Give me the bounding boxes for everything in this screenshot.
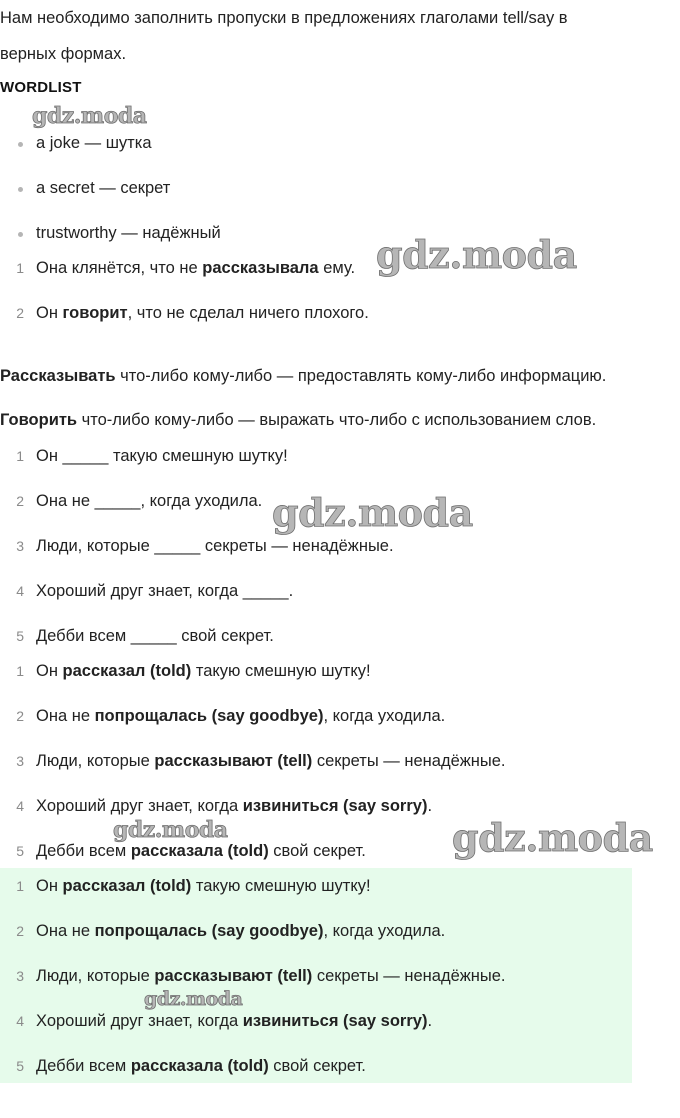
exercise-text: Люди, которые _____ секреты — ненадёжные.	[36, 536, 394, 555]
item-number: 5	[16, 1058, 24, 1074]
intro-line-1: Нам необходимо заполнить пропуски в предложениях глаголами tell/say в	[0, 9, 568, 27]
item-number: 3	[16, 538, 24, 554]
wordlist-text: a secret — секрет	[36, 178, 171, 197]
exercise-text: Она не _____, когда уходила.	[36, 491, 263, 510]
answer-item	[0, 795, 432, 817]
answer-highlighted-item	[0, 965, 506, 987]
item-number: 2	[16, 708, 24, 724]
wordlist-text: trustworthy — надёжный	[36, 223, 221, 242]
answer-item	[0, 705, 445, 727]
item-number: 3	[16, 968, 24, 984]
exercise-item	[0, 580, 293, 602]
exercise-item	[0, 535, 394, 557]
example-item	[0, 302, 369, 324]
watermark: gdz.moda	[32, 103, 147, 129]
wordlist-heading: WORDLIST	[0, 79, 82, 96]
example-text: Она клянётся, что не рассказывала ему.	[36, 258, 356, 277]
item-number: 2	[16, 923, 24, 939]
exercise-text: Дебби всем _____ свой секрет.	[36, 626, 274, 645]
answer-text: Он рассказал (told) такую смешную шутку!	[36, 876, 371, 895]
watermark: gdz.moda	[272, 490, 473, 535]
intro-line-2: верных формах.	[0, 45, 127, 63]
answer-text: Он рассказал (told) такую смешную шутку!	[36, 661, 371, 680]
item-number: 4	[16, 583, 24, 599]
example-text: Он говорит, что не сделал ничего плохого.	[36, 303, 369, 322]
answer-item	[0, 840, 366, 862]
example-item	[0, 257, 355, 279]
watermark: gdz.moda	[376, 232, 577, 277]
wordlist-item	[0, 222, 221, 244]
answer-text: Она не попрощалась (say goodbye), когда уходила.	[36, 921, 446, 940]
exercise-text: Он _____ такую смешную шутку!	[36, 446, 288, 465]
answer-text: Дебби всем рассказала (told) свой секрет.	[36, 841, 366, 860]
exercise-item	[0, 445, 288, 467]
exercise-item	[0, 625, 274, 647]
watermark: gdz.moda	[452, 815, 653, 860]
item-number: 1	[16, 878, 24, 894]
answer-text: Люди, которые рассказывают (tell) секреты — ненадёжные.	[36, 966, 506, 985]
item-number: 1	[16, 448, 24, 464]
answer-item	[0, 750, 506, 772]
item-number: 2	[16, 305, 24, 321]
item-number: 1	[16, 663, 24, 679]
exercise-text: Хороший друг знает, когда _____.	[36, 581, 294, 600]
item-number: 5	[16, 628, 24, 644]
bullet-icon	[0, 222, 36, 244]
item-number: 3	[16, 753, 24, 769]
answer-text: Дебби всем рассказала (told) свой секрет.	[36, 1056, 366, 1075]
watermark: gdz.moda	[144, 988, 243, 1010]
item-number: 4	[16, 798, 24, 814]
wordlist-item	[0, 177, 170, 199]
answer-item	[0, 660, 371, 682]
item-number: 4	[16, 1013, 24, 1029]
item-number: 2	[16, 493, 24, 509]
item-number: 5	[16, 843, 24, 859]
answer-highlighted-item	[0, 1010, 432, 1032]
bullet-icon	[0, 132, 36, 154]
answer-text: Она не попрощалась (say goodbye), когда уходила.	[36, 706, 446, 725]
answer-highlighted-item	[0, 1055, 366, 1077]
definition-say: Говорить что-либо кому-либо — выражать что-либо с использованием слов.	[0, 411, 597, 429]
wordlist-text: a joke — шутка	[36, 133, 152, 152]
answer-text: Хороший друг знает, когда извиниться (say sorry).	[36, 1011, 433, 1030]
item-number: 1	[16, 260, 24, 276]
wordlist-item	[0, 132, 152, 154]
bullet-icon	[0, 177, 36, 199]
answer-text: Люди, которые рассказывают (tell) секреты — ненадёжные.	[36, 751, 506, 770]
answer-text: Хороший друг знает, когда извиниться (say sorry).	[36, 796, 433, 815]
exercise-item	[0, 490, 262, 512]
watermark: gdz.moda	[113, 817, 228, 843]
answer-highlighted-item	[0, 920, 445, 942]
answer-highlighted-item	[0, 875, 371, 897]
definition-tell: Рассказывать что-либо кому-либо — предоставлять кому-либо информацию.	[0, 367, 607, 385]
